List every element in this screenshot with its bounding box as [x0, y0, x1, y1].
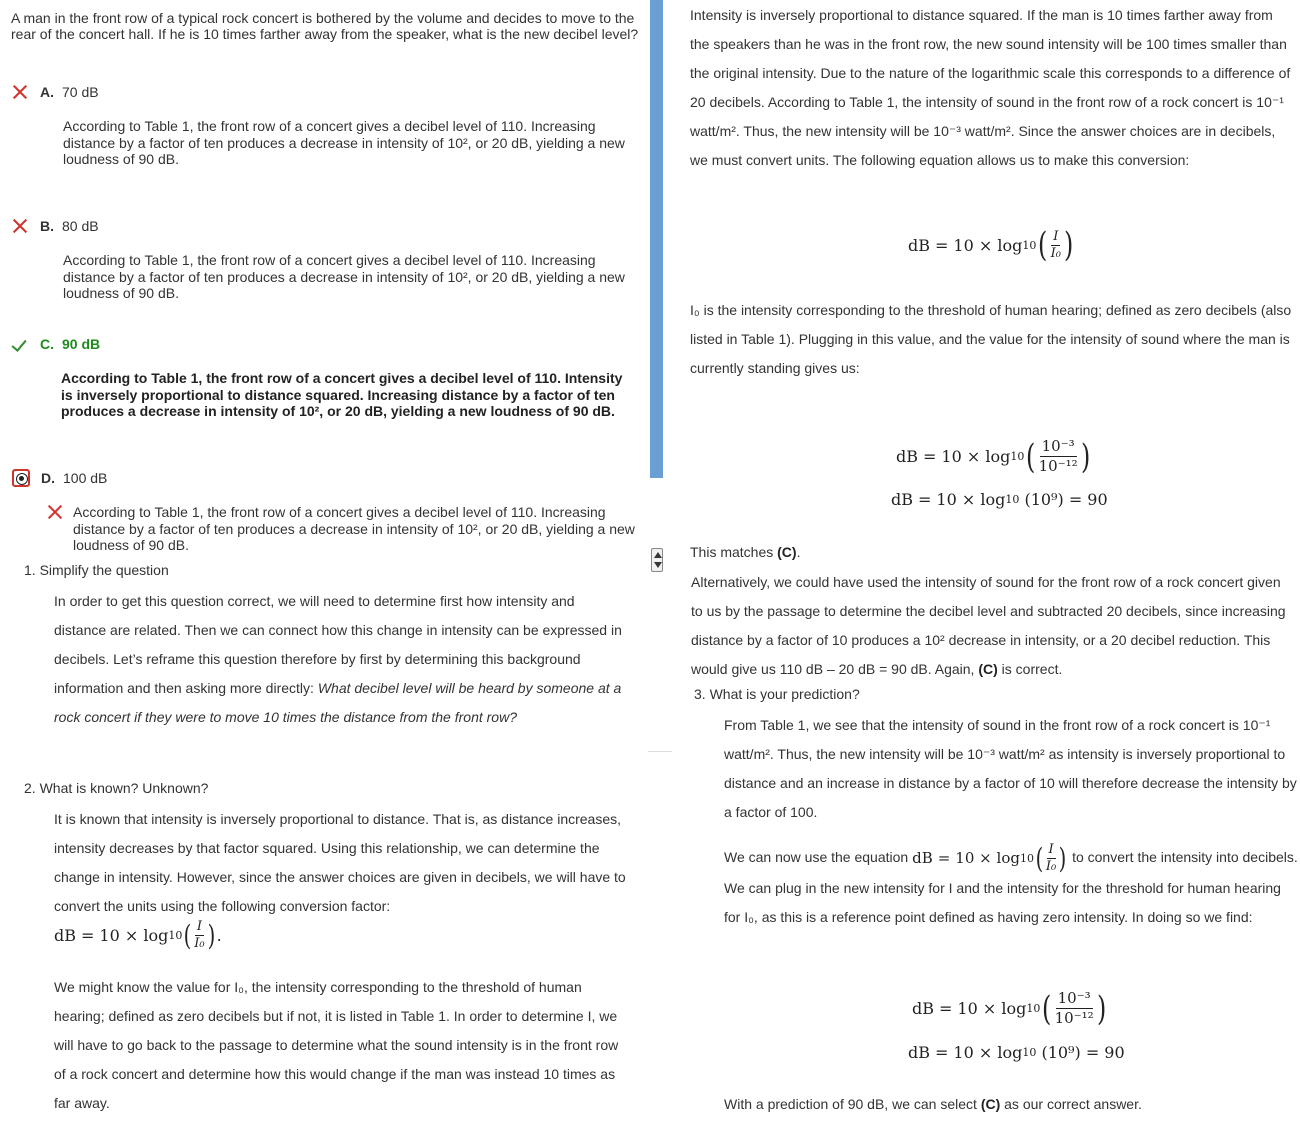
- math-coefficient: 10 ×: [953, 1043, 993, 1062]
- math-numerator-value: 10⁻³: [1041, 437, 1075, 455]
- choice-d-explanation: According to Table 1, the front row of a concert gives a decibel level of 110. Increasing distance by a factor of ten produces a decrease in intensity of 10², or 20 dB, yielding a new loudness of 90 dB.: [73, 504, 635, 553]
- math-lhs: dB: [54, 926, 76, 945]
- answer-ref: (C): [978, 661, 998, 677]
- math-denominator: I₀: [1050, 245, 1061, 261]
- math-denominator: I₀: [1045, 859, 1057, 874]
- inline-formula: dB = 10 × log 10 ( $\frac{I}{\text{I₀}}$ ): [912, 841, 1067, 875]
- math-numerator: I: [196, 919, 203, 934]
- incorrect-x-icon: [12, 218, 28, 234]
- math-lhs: dB: [896, 447, 918, 466]
- conclusion-text: With a prediction of 90 dB, we can select: [724, 1096, 981, 1112]
- equation-explanation: to convert the intensity into decibels. We can plug in the new intensity for I and the intensity for the threshold for human hearing for I₀, as this is a reference point defined as having zero intensity. In doing so we find:: [724, 849, 1298, 925]
- scrollbar-thumb[interactable]: [650, 0, 663, 478]
- choice-letter: C.: [40, 336, 54, 352]
- choice-letter: B.: [40, 218, 54, 234]
- math-log-base: 10: [1019, 852, 1034, 865]
- incorrect-x-icon: [12, 84, 28, 100]
- math-denominator-value: 10⁻¹²: [1054, 1009, 1094, 1027]
- step-1-title: 1. Simplify the question: [24, 562, 169, 578]
- conclusion-text-end: as our correct answer.: [1000, 1096, 1142, 1112]
- math-equals: =: [81, 926, 95, 945]
- math-equals: =: [935, 1043, 949, 1062]
- answer-ref: (C): [777, 544, 797, 560]
- equation-5: [908, 1043, 1125, 1062]
- choice-text: 80 dB: [62, 218, 99, 234]
- math-coefficient: 10 ×: [941, 447, 981, 466]
- math-log-base: 10: [1022, 1046, 1037, 1059]
- decibel-formula: dB = 10 × log 10 ( $\frac{I}{\text{I₀}}$ ) .: [54, 918, 222, 952]
- explanation-paragraph-1: Intensity is inversely proportional to distance squared. If the man is 10 times farther away from the speakers than he was in the front row, the new sound intensity will be 100 times smaller than the original intensity. Due to the nature of the logarithmic scale this corresponds to a difference of 20 decibels. According to Table 1, the intensity of sound in the front row of a rock concert is 10⁻¹ watt/m². Thus, the new intensity will be 10⁻³ watt/m². Since the answer choices are in decibels, we must convert units. The following equation allows us to make this conversion:: [690, 7, 1291, 168]
- math-log-base: 10: [1005, 493, 1020, 506]
- math-numerator: I: [1053, 228, 1059, 244]
- match-text: This matches: [690, 544, 778, 560]
- choice-text: 70 dB: [62, 84, 99, 100]
- choice-c[interactable]: [12, 334, 100, 354]
- math-denominator-value: 10⁻¹²: [1038, 457, 1078, 475]
- math-denominator: I₀: [194, 936, 205, 951]
- math-power-value: (10⁹): [1041, 1043, 1081, 1062]
- correct-check-icon: [12, 336, 30, 352]
- step-2-paragraph: It is known that intensity is inversely proportional to distance. That is, as distance increases, intensity decreases by that factor squared. Using this relationship, we can determine the change in intensity. However, since the answer choices are given in decibels, we will have to convert the units using the following conversion factor:: [54, 811, 626, 914]
- math-equals: =: [939, 999, 953, 1018]
- selected-radio-icon[interactable]: [12, 469, 30, 487]
- math-equals: =: [918, 490, 932, 509]
- choice-letter: D.: [41, 470, 55, 486]
- math-log-base: 10: [1010, 450, 1025, 463]
- math-coefficient: 10 ×: [99, 926, 139, 945]
- prediction-conclusion: [724, 1090, 1299, 1119]
- math-lhs: dB: [912, 849, 933, 867]
- scroll-arrows-icon[interactable]: [651, 548, 663, 572]
- math-log: log: [985, 447, 1011, 466]
- step-1-reframed-question: What decibel level will be heard by someone at a rock concert if they were to move 10 times the distance from the front row?: [54, 680, 622, 725]
- math-power-value: (10⁹): [1024, 490, 1064, 509]
- choice-letter: A.: [40, 84, 54, 100]
- step-2-title: 2. What is known? Unknown?: [24, 780, 209, 796]
- math-result: = 90: [1085, 1043, 1125, 1062]
- explanation-panel: [672, 0, 1300, 1124]
- equation-3: [891, 490, 1108, 509]
- choice-a[interactable]: [12, 82, 99, 102]
- choice-a-explanation: According to Table 1, the front row of a concert gives a decibel level of 110. Increasing distance by a factor of ten produces a decrease in intensity of 10², or 20 dB, yielding a new loudness of 90 dB.: [63, 118, 625, 167]
- math-log-base: 10: [168, 929, 183, 942]
- math-log: log: [143, 926, 169, 945]
- math-lhs: dB: [891, 490, 913, 509]
- math-coefficient: 10 ×: [953, 235, 993, 255]
- step-1-paragraph: [54, 587, 624, 732]
- alternative-text-end: is correct.: [997, 661, 1063, 677]
- choice-d[interactable]: [12, 468, 107, 488]
- math-log-base: 10: [1022, 238, 1037, 252]
- math-equals: =: [937, 849, 951, 867]
- answer-ref: (C): [980, 1096, 1001, 1112]
- equation-4: dB = 10 × log 10 ( $\frac{\text{10⁻³}}{\text{10⁻¹²}}$ ): [912, 988, 1106, 1029]
- equation-intro: We can now use the equation: [724, 849, 909, 866]
- choice-text: 90 dB: [62, 336, 101, 352]
- explanation-paragraph-4: [691, 568, 1296, 684]
- step-1-text: In order to get this question correct, we will need to determine first how intensity and distance are related. Then we can connect how this change in intensity can be expressed in decibels. Let’s reframe this question therefore by first by determining this background information and then asking more directly:: [54, 593, 622, 696]
- question-text: A man in the front row of a typical rock concert is bothered by the volume and decides to move to the rear of the concert hall. If he is 10 times farther away from the speaker, what is the new decibel level?: [11, 10, 639, 42]
- math-log: log: [996, 849, 1020, 867]
- match-text-end: .: [796, 544, 801, 560]
- step-3-paragraph-b: [724, 843, 1299, 932]
- question-panel: [0, 0, 648, 1124]
- explanation-paragraph-2: I₀ is the intensity corresponding to the threshold of human hearing; defined as zero decibels (also listed in Table 1). Plugging in this value, and the value for the intensity of sound where the man is currently standing gives us:: [690, 302, 1292, 376]
- math-result: = 90: [1068, 490, 1108, 509]
- choice-c-explanation: According to Table 1, the front row of a concert gives a decibel level of 110. Intensity is inversely proportional to distance squared. Increasing distance by a factor of ten produces a decrease in intensity of 10², or 20 dB, yielding a new loudness of 90 dB.: [61, 370, 623, 419]
- math-lhs: dB: [912, 999, 934, 1018]
- divider-line: [648, 751, 672, 752]
- math-numerator: I: [1048, 842, 1054, 857]
- math-log: log: [997, 235, 1023, 255]
- alternative-text: Alternatively, we could have used the intensity of sound for the front row of a rock concert given to us by the passage to determine the decibel level and subtracted 20 decibels, since increasing distance by a factor of 10 produces a 10² decrease in intensity, or a 20 decibel reduction. This would give us 110 dB – 20 dB = 90 dB. Again,: [691, 574, 1286, 677]
- math-coefficient: 10 ×: [957, 999, 997, 1018]
- math-log: log: [1001, 999, 1027, 1018]
- math-coefficient: 10 ×: [955, 849, 992, 867]
- math-log: log: [997, 1043, 1023, 1062]
- step-2-equation: [54, 920, 222, 951]
- step-3-title: 3. What is your prediction?: [694, 686, 860, 702]
- choice-b[interactable]: [12, 216, 99, 236]
- math-equals: =: [935, 235, 949, 255]
- math-lhs: dB: [908, 235, 930, 255]
- math-coefficient: 10 ×: [936, 490, 976, 509]
- equation-1: dB = 10 × log 10 ( $\frac{I}{\text{I₀}}$ ): [908, 225, 1074, 265]
- math-log: log: [980, 490, 1006, 509]
- math-lhs: dB: [908, 1043, 930, 1062]
- equation-2: dB = 10 × log 10 ( $\frac{\text{10⁻³}}{\text{10⁻¹²}}$ ): [896, 436, 1090, 477]
- explanation-paragraph-3: [690, 538, 1295, 567]
- math-numerator-value: 10⁻³: [1057, 989, 1091, 1007]
- step-3-paragraph: From Table 1, we see that the intensity of sound in the front row of a rock concert is 10⁻¹ watt/m². Thus, the new intensity will be 10⁻³ watt/m² as intensity is inversely proportional to distance and an increase in distance by a factor of 10 will therefore decrease the intensity by a factor of 100.: [724, 717, 1297, 820]
- choice-text: 100 dB: [63, 470, 108, 486]
- incorrect-x-icon: [47, 504, 63, 520]
- math-log-base: 10: [1026, 1002, 1041, 1015]
- choice-b-explanation: According to Table 1, the front row of a concert gives a decibel level of 110. Increasing distance by a factor of ten produces a decrease in intensity of 10², or 20 dB, yielding a new loudness of 90 dB.: [63, 252, 625, 301]
- step-2-paragraph-b: We might know the value for I₀, the intensity corresponding to the threshold of human hearing; defined as zero decibels but if not, it is listed in Table 1. In order to determine I, we will have to go back to the passage to determine what the sound intensity is in the front row of a rock concert and determine how this would change if the man was instead 10 times as far away.: [54, 979, 619, 1111]
- math-equals: =: [923, 447, 937, 466]
